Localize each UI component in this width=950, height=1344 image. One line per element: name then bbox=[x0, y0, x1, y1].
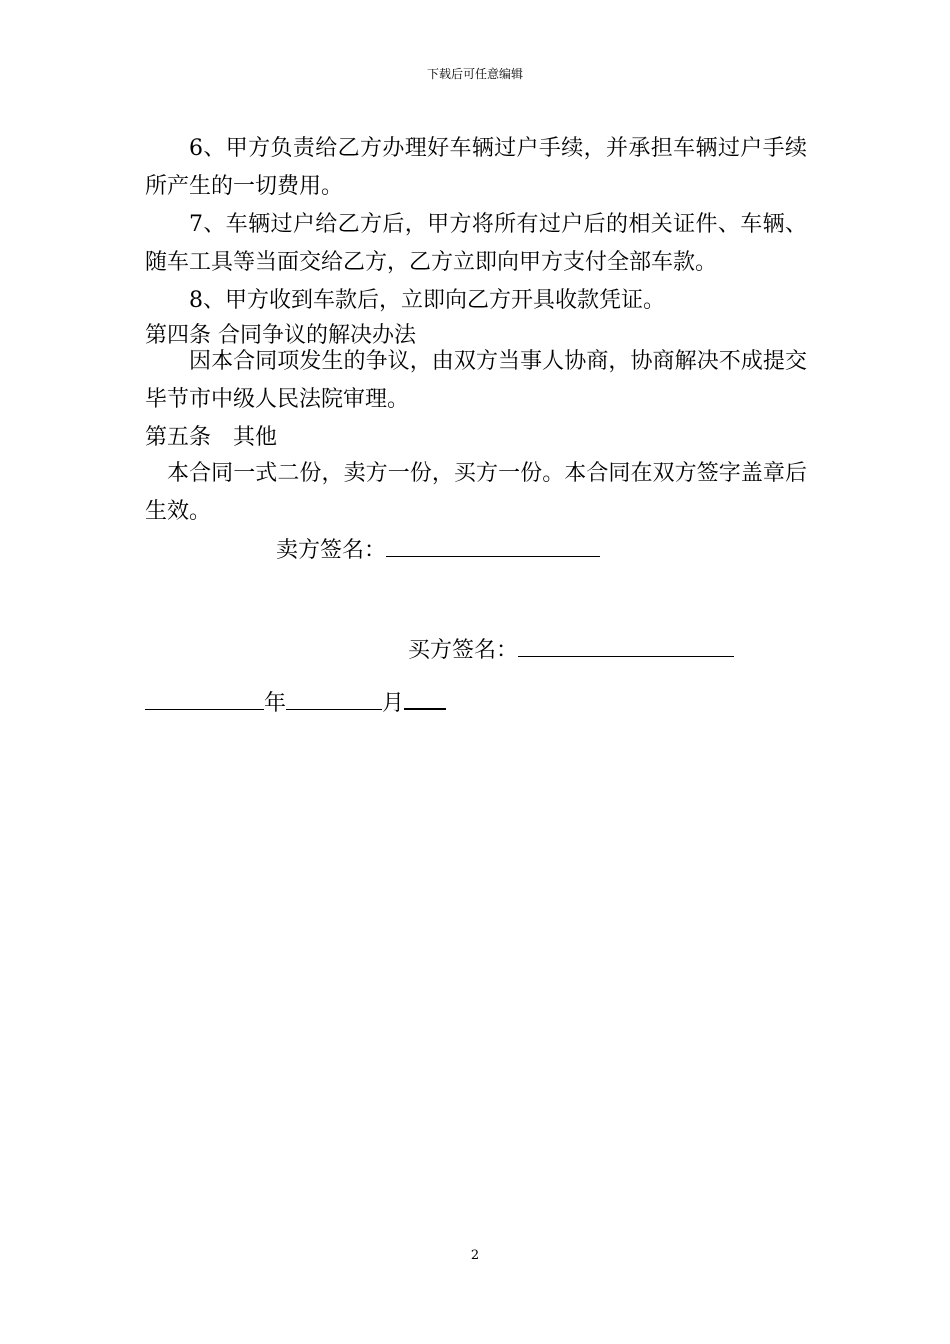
year-blank[interactable] bbox=[145, 687, 264, 710]
seller-signature-label: 卖方签名： bbox=[276, 538, 387, 563]
buyer-signature-blank[interactable] bbox=[518, 634, 734, 657]
clause-8: 8、甲方收到车款后，立即向乙方开具收款凭证。 bbox=[189, 288, 665, 313]
buyer-signature-label: 买方签名： bbox=[408, 638, 519, 663]
clause-6: 6、甲方负责给乙方办理好车辆过户手续，并承担车辆过户手续所产生的一切费用。 bbox=[145, 136, 807, 199]
article-5-text: 本合同一式二份，卖方一份，买方一份。本合同在双方签字盖章后生效。 bbox=[145, 461, 807, 524]
month-blank[interactable] bbox=[286, 687, 382, 710]
seller-signature-blank[interactable] bbox=[386, 534, 600, 557]
page-number: 2 bbox=[470, 1248, 480, 1263]
buyer-signature-row bbox=[408, 634, 734, 666]
day-blank[interactable] bbox=[404, 686, 446, 710]
article-4-text: 因本合同项发生的争议，由双方当事人协商，协商解决不成提交毕节市中级人民法院审理。 bbox=[145, 349, 807, 412]
date-row bbox=[145, 686, 446, 719]
month-label: 月 bbox=[382, 691, 405, 716]
year-label: 年 bbox=[264, 691, 287, 716]
page-header-note: 下载后可任意编辑 bbox=[426, 67, 523, 81]
article-4-title: 第四条 合同争议的解决办法 bbox=[145, 323, 416, 348]
seller-signature-row bbox=[276, 534, 600, 566]
clause-7: 7、车辆过户给乙方后，甲方将所有过户后的相关证件、车辆、随车工具等当面交给乙方，乙方立即向甲方支付全部车款。 bbox=[145, 212, 807, 275]
article-5-title: 第五条 其他 bbox=[145, 425, 278, 450]
